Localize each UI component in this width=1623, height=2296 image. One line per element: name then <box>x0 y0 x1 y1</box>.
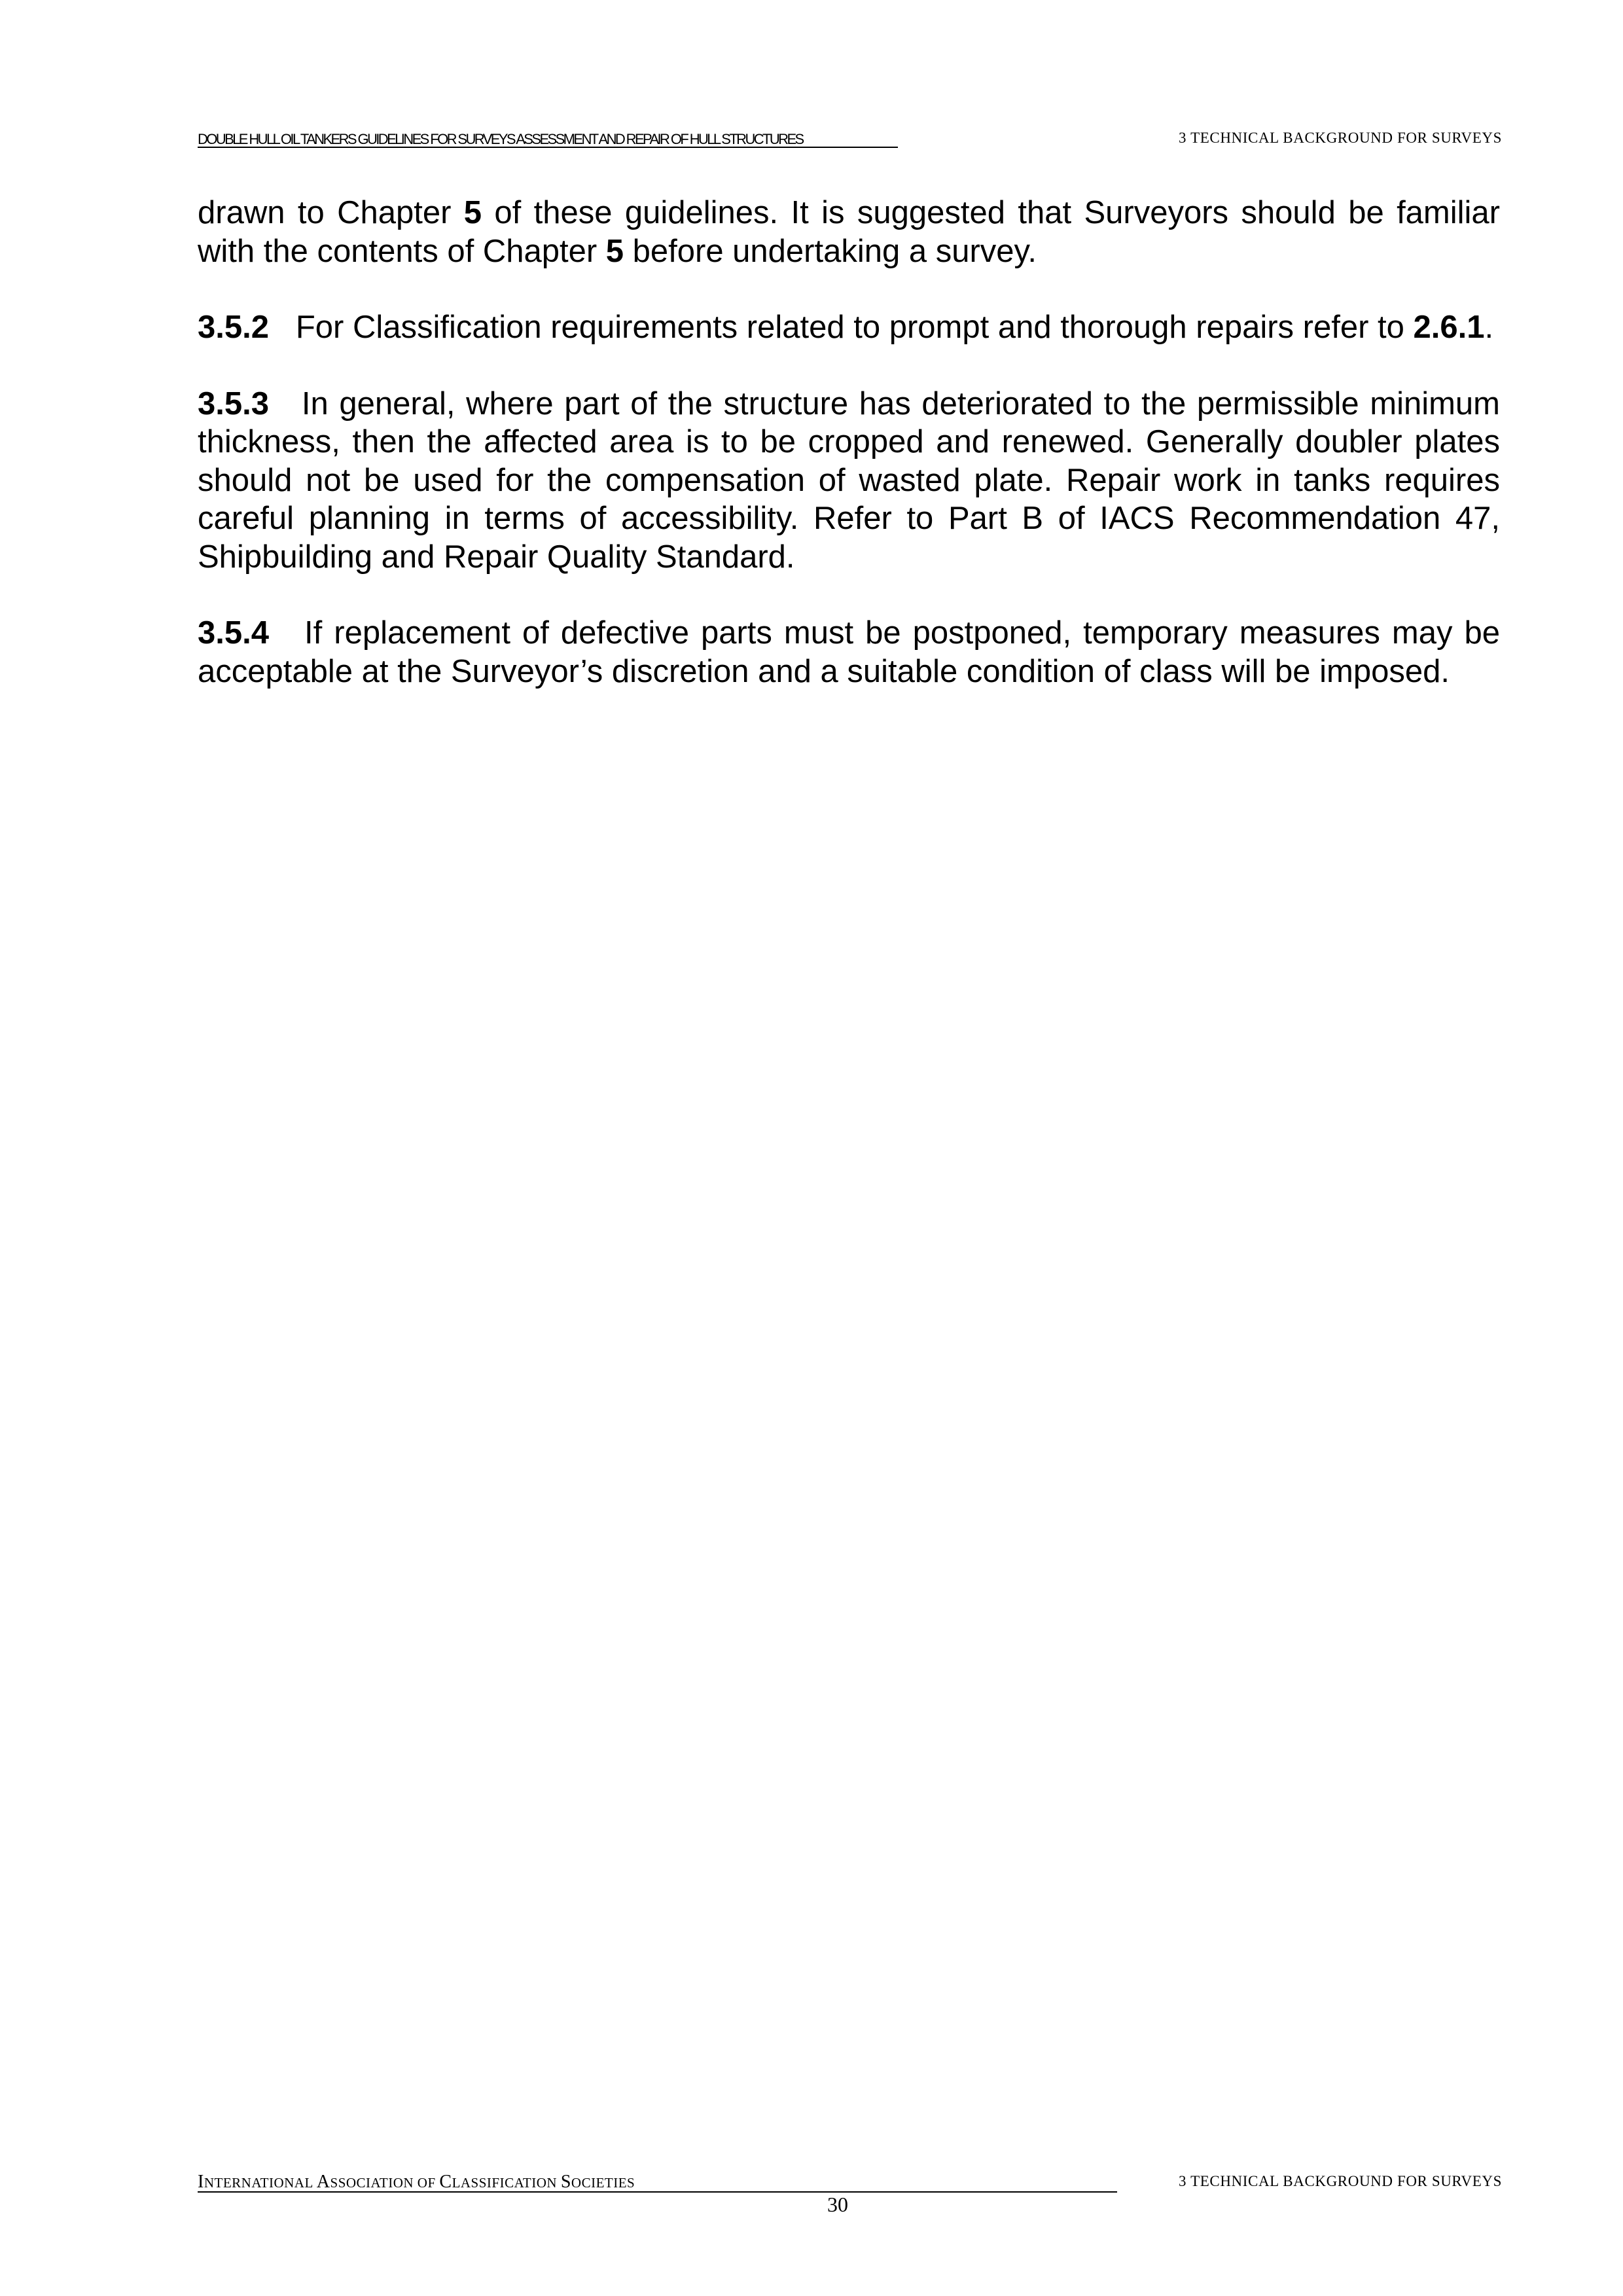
running-header-title: DOUBLE HULL OIL TANKERS GUIDELINES FOR SURVEYS ASSESSMENT AND REPAIR OF HULL STRUCTURES <box>198 131 803 147</box>
paragraph-text: . <box>1484 310 1494 345</box>
chapter-ref: 5 <box>463 195 482 230</box>
paragraph-continuation <box>198 194 1500 270</box>
footer-smallcaps: SSOCIATION OF <box>330 2175 440 2191</box>
footer-initial: S <box>560 2172 571 2192</box>
footer-smallcaps: NTERNATIONAL <box>204 2175 317 2191</box>
paragraph-text: before undertaking a survey. <box>624 233 1037 269</box>
section-number: 3.5.3 <box>198 386 269 422</box>
section-number: 3.5.4 <box>198 615 269 651</box>
section-ref: 2.6.1 <box>1413 310 1485 345</box>
paragraph-3-5-2 <box>198 308 1500 347</box>
header-rule <box>198 147 898 148</box>
footer-section: 3 TECHNICAL BACKGROUND FOR SURVEYS <box>1179 2173 1502 2189</box>
paragraph-text: For Classification requirements related to prompt and thorough repairs refer to <box>295 310 1414 345</box>
footer-smallcaps: LASSIFICATION <box>452 2175 561 2191</box>
paragraph-text: drawn to Chapter <box>198 195 464 230</box>
paragraph-3-5-4 <box>198 614 1500 691</box>
running-header-section: 3 TECHNICAL BACKGROUND FOR SURVEYS <box>1179 130 1502 146</box>
paragraph-text: In general, where part of the structure has deteriorated to the permissible minimum thickness, then the affected area is to be cropped and renewed. Generally doubler plates should not be used for the compensation of wasted plate. Repair work in tanks requires careful planning in terms of accessibility. Refer to Part B of IACS Recommendation 47, Shipbuilding and Repair Quality Standard. <box>198 386 1500 575</box>
chapter-ref: 5 <box>605 233 624 269</box>
footer-rule <box>198 2191 1117 2193</box>
page-number: 30 <box>827 2193 848 2216</box>
footer-initial: I <box>198 2172 204 2192</box>
paragraph-text: of these guidelines. It is suggested that Surveyors should be familiar with the contents of Chapter <box>198 195 1500 269</box>
footer-initial: A <box>316 2172 330 2192</box>
footer-smallcaps: OCIETIES <box>571 2175 635 2191</box>
paragraph-3-5-3 <box>198 385 1500 577</box>
footer-initial: C <box>439 2172 452 2192</box>
paragraph-text: If replacement of defective parts must be postponed, temporary measures may be acceptable at the Surveyor’s discretion and a suitable condition of class will be imposed. <box>198 615 1501 689</box>
section-number: 3.5.2 <box>198 310 269 345</box>
footer-organization <box>198 2172 852 2193</box>
body-text <box>198 194 1500 728</box>
